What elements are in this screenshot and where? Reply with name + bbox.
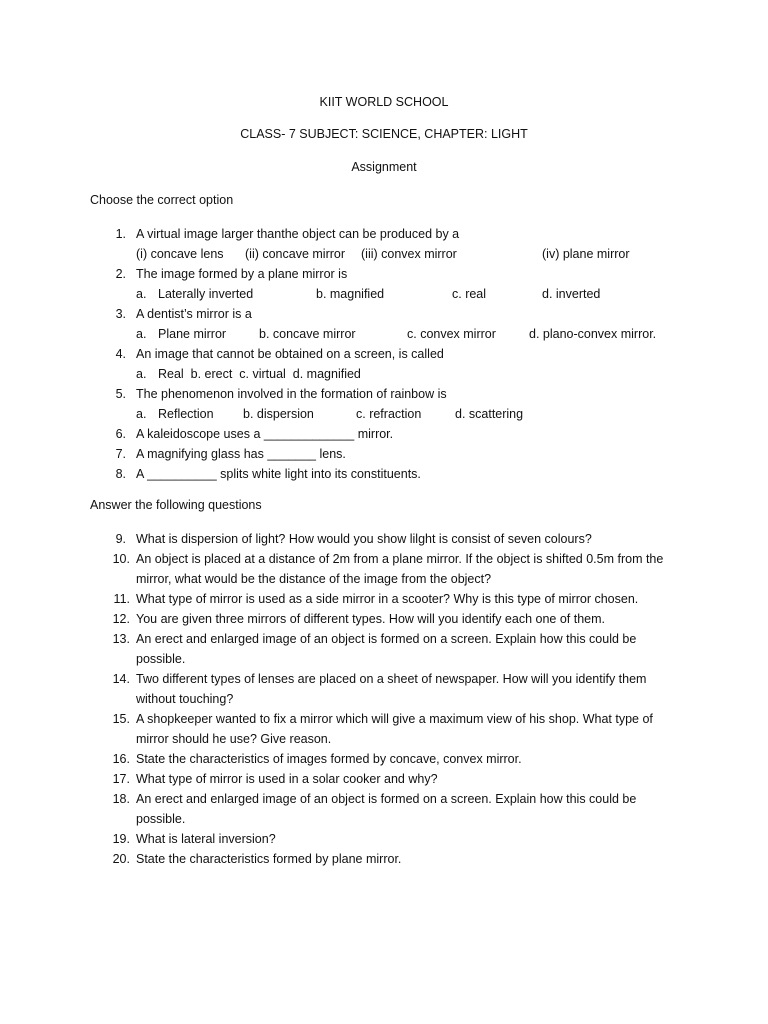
question-text: possible. (136, 652, 186, 666)
question-text: What is dispersion of light? How would you show lilght is consist of seven colours? (136, 532, 592, 546)
list-item (0, 709, 768, 729)
option: b. magnified (316, 287, 385, 301)
question-text: A __________ splits white light into its constituents. (136, 467, 421, 481)
option-row (0, 244, 768, 264)
question-number: 19. (112, 832, 130, 846)
list-item (0, 304, 768, 324)
option: b. dispersion (243, 407, 314, 421)
option: (iv) plane mirror (542, 247, 630, 261)
question-number: 11. (113, 592, 130, 606)
option: b. concave mirror (259, 327, 356, 341)
list-item (0, 529, 768, 549)
question-text: What type of mirror is used as a side mirror in a scooter? Why is this type of mirror chosen. (136, 592, 639, 606)
list-item (0, 769, 768, 789)
option-row (0, 364, 768, 384)
option: Laterally inverted (158, 287, 254, 301)
list-item (0, 829, 768, 849)
question-text: without touching? (136, 692, 234, 706)
option: c. real (452, 287, 487, 301)
option: Real b. erect c. virtual d. magnified (158, 367, 361, 381)
question-text: mirror should he use? Give reason. (136, 732, 332, 746)
option-row (0, 404, 768, 424)
question-number: 13. (112, 632, 130, 646)
question-number: 14. (112, 672, 130, 686)
question-text: The image formed by a plane mirror is (136, 267, 348, 281)
option: d. scattering (455, 407, 524, 421)
question-text: possible. (136, 812, 186, 826)
question-number: 16. (112, 752, 130, 766)
list-item (0, 789, 768, 809)
question-text: A shopkeeper wanted to fix a mirror which will give a maximum view of his shop. What type of (136, 712, 653, 726)
question-text: The phenomenon involved in the formation of rainbow is (136, 387, 447, 401)
list-item (0, 264, 768, 284)
option: c. convex mirror (407, 327, 496, 341)
question-number: 9. (115, 532, 126, 546)
option-letter: a. (136, 327, 147, 341)
option: (i) concave lens (136, 247, 224, 261)
question-number: 18. (112, 792, 130, 806)
question-text-continued (0, 729, 768, 749)
option-row (0, 284, 768, 304)
option: Reflection (158, 407, 214, 421)
school-name: KIIT WORLD SCHOOL (319, 95, 449, 109)
question-text: What is lateral inversion? (136, 832, 276, 846)
option: Plane mirror (158, 327, 227, 341)
option: d. plano-convex mirror. (529, 327, 657, 341)
list-item (0, 424, 768, 444)
class-subject-line: CLASS- 7 SUBJECT: SCIENCE, CHAPTER: LIGHT (240, 127, 528, 141)
question-number: 2. (115, 267, 126, 281)
question-text: A magnifying glass has _______ lens. (136, 447, 346, 461)
list-item (0, 749, 768, 769)
question-text: An object is placed at a distance of 2m from a plane mirror. If the object is shifted 0.5m from the (136, 552, 664, 566)
question-number: 3. (115, 307, 126, 321)
section-heading-questions: Answer the following questions (90, 498, 262, 512)
list-item (0, 549, 768, 569)
list-item (0, 384, 768, 404)
question-text-continued (0, 809, 768, 829)
question-text: What type of mirror is used in a solar cooker and why? (136, 772, 438, 786)
question-text: State the characteristics of images formed by concave, convex mirror. (136, 752, 522, 766)
question-text: Two different types of lenses are placed on a sheet of newspaper. How will you identify them (136, 672, 647, 686)
list-item (0, 629, 768, 649)
question-text: A kaleidoscope uses a _____________ mirror. (136, 427, 394, 441)
option-row (0, 324, 768, 344)
question-text: You are given three mirrors of different types. How will you identify each one of them. (136, 612, 605, 626)
list-item (0, 609, 768, 629)
section-heading-mcq: Choose the correct option (90, 193, 234, 207)
question-text: mirror, what would be the distance of the image from the object? (136, 572, 492, 586)
list-item (0, 589, 768, 609)
question-text: A dentist’s mirror is a (136, 307, 252, 321)
question-number: 17. (112, 772, 130, 786)
question-number: 1. (115, 227, 126, 241)
list-item (0, 464, 768, 484)
option: d. inverted (542, 287, 601, 301)
question-number: 7. (115, 447, 126, 461)
question-text: State the characteristics formed by plane mirror. (136, 852, 402, 866)
question-text: An erect and enlarged image of an object is formed on a screen. Explain how this could be (136, 632, 637, 646)
question-number: 12. (112, 612, 130, 626)
list-item (0, 444, 768, 464)
question-text-continued (0, 649, 768, 669)
option-letter: a. (136, 367, 147, 381)
option-letter: a. (136, 287, 147, 301)
question-text: An erect and enlarged image of an object is formed on a screen. Explain how this could be (136, 792, 637, 806)
question-number: 10. (112, 552, 130, 566)
list-item (0, 224, 768, 244)
question-number: 8. (115, 467, 126, 481)
option: c. refraction (356, 407, 422, 421)
list-item (0, 669, 768, 689)
question-number: 15. (112, 712, 130, 726)
question-text: An image that cannot be obtained on a screen, is called (136, 347, 444, 361)
question-text-continued (0, 689, 768, 709)
question-text: A virtual image larger thanthe object can be produced by a (136, 227, 460, 241)
question-number: 20. (112, 852, 130, 866)
question-text-continued (0, 569, 768, 589)
page-title: Assignment (351, 160, 417, 174)
question-number: 5. (115, 387, 126, 401)
option: (iii) convex mirror (361, 247, 457, 261)
question-number: 4. (115, 347, 126, 361)
list-item (0, 849, 768, 869)
option-letter: a. (136, 407, 147, 421)
list-item (0, 344, 768, 364)
question-number: 6. (115, 427, 126, 441)
option: (ii) concave mirror (245, 247, 346, 261)
